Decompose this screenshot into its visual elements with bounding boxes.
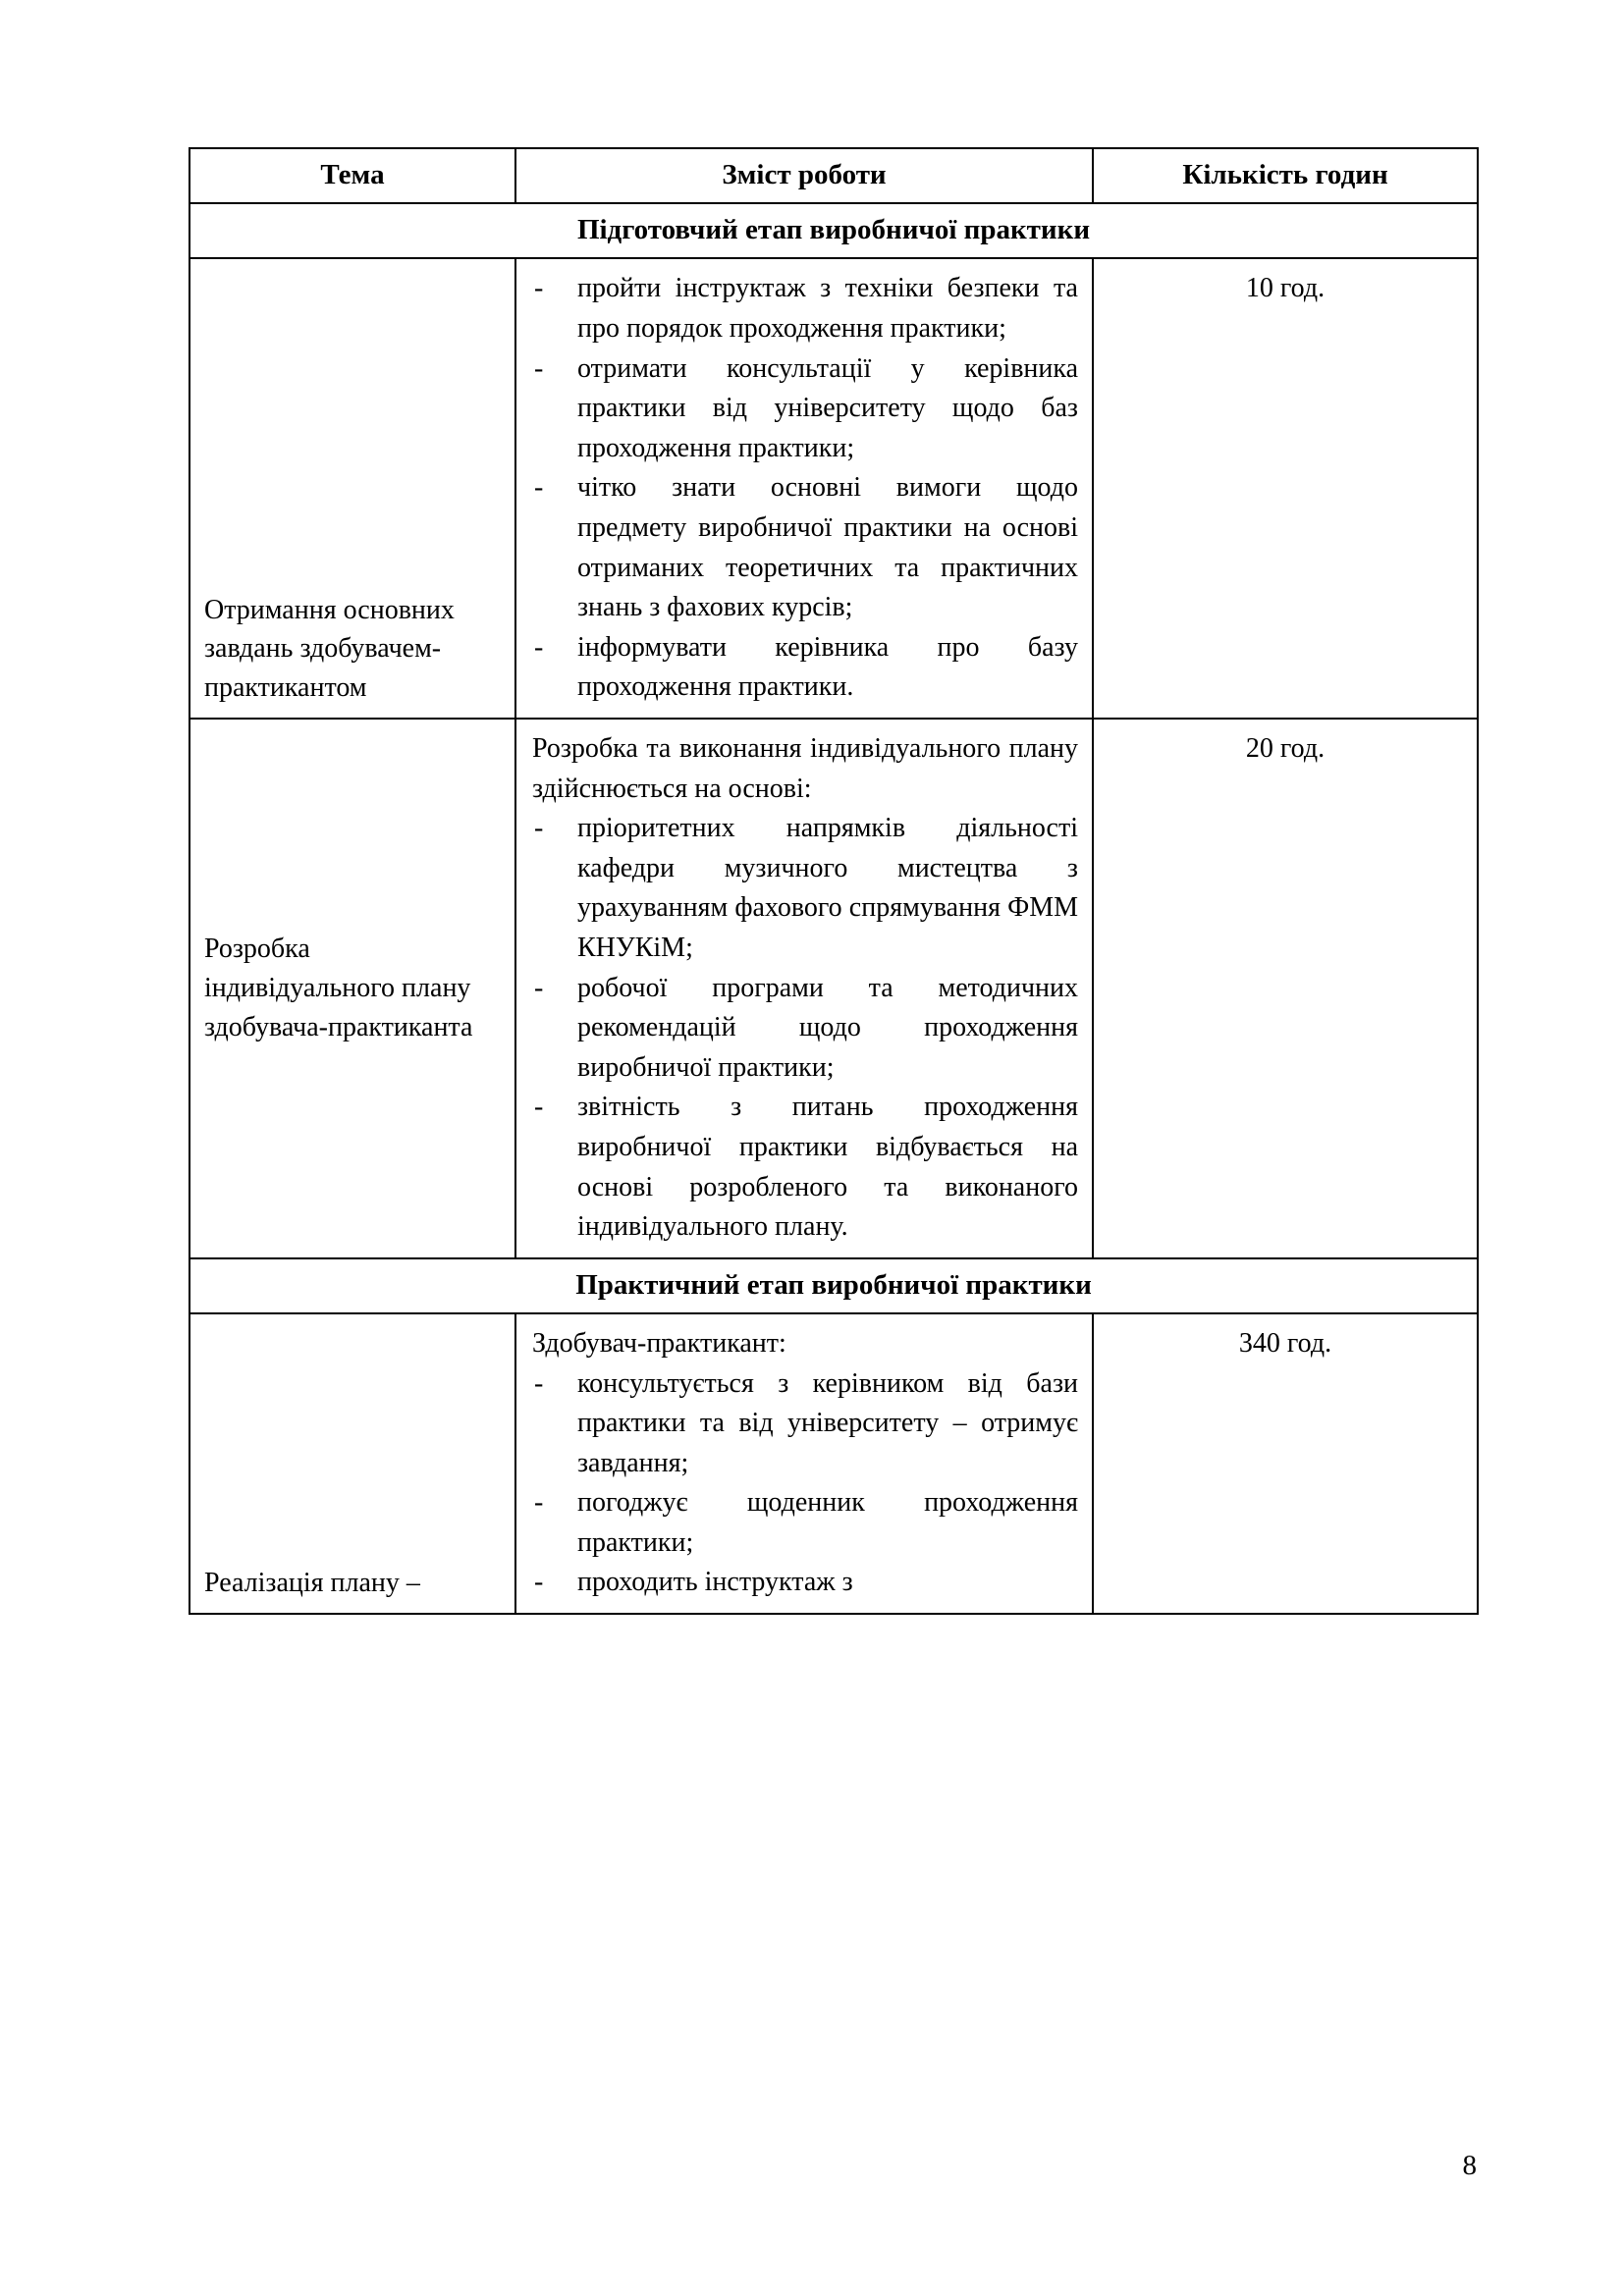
row-hours: 10 год. (1093, 258, 1478, 719)
content-bullet: - інформувати керівника про базу проходження практики. (532, 628, 1078, 708)
table-row (189, 258, 1478, 719)
content-lead: Розробка та виконання індивідуального плану здійснюється на основі: (532, 732, 1078, 804)
section-header-row (189, 1258, 1478, 1313)
content-bullet: - проходить інструктаж з (532, 1563, 1078, 1603)
content-bullet-list (532, 809, 1078, 1248)
row-hours: 340 год. (1093, 1313, 1478, 1614)
section-header-row (189, 203, 1478, 258)
content-bullet: - консультується з керівником від бази практики та від університету – отримує завдання; (532, 1364, 1078, 1484)
content-bullet: - пройти інструктаж з техніки безпеки та про порядок проходження практики; (532, 269, 1078, 348)
row-theme (189, 258, 515, 719)
content-bullet-list (532, 1364, 1078, 1604)
table-row (189, 719, 1478, 1258)
row-theme (189, 719, 515, 1258)
practice-schedule-table (189, 147, 1479, 1615)
row-theme (189, 1313, 515, 1614)
row-theme-label: Реалізація плану – (204, 1568, 420, 1599)
row-content (515, 258, 1093, 719)
content-bullet: - робочої програми та методичних рекомендацій щодо проходження виробничої практики; (532, 969, 1078, 1089)
row-content (515, 719, 1093, 1258)
table-header-row (189, 148, 1478, 203)
content-bullet: - отримати консультації у керівника практики від університету щодо баз проходження практики; (532, 349, 1078, 469)
table-row (189, 1313, 1478, 1614)
content-bullet: - пріоритетних напрямків діяльності кафедри музичного мистецтва з урахуванням фахового спрямування ФММ КНУКіМ; (532, 809, 1078, 968)
content-bullet: - звітність з питань проходження виробничої практики відбувається на основі розробленого та виконаного індивідуального плану. (532, 1088, 1078, 1247)
column-header-hours: Кількість годин (1093, 148, 1478, 203)
column-header-content: Зміст роботи (515, 148, 1093, 203)
section-title-practical: Практичний етап виробничої практики (189, 1258, 1478, 1313)
column-header-theme: Тема (189, 148, 515, 203)
row-content (515, 1313, 1093, 1614)
content-bullet: - погоджує щоденник проходження практики; (532, 1483, 1078, 1563)
section-title-preparatory: Підготовчий етап виробничої практики (189, 203, 1478, 258)
content-bullet: - чітко знати основні вимоги щодо предмету виробничої практики на основі отриманих теоретичних та практичних знань з фахових курсів; (532, 468, 1078, 627)
row-theme-label: Розробка індивідуального плану здобувача-практиканта (204, 934, 473, 1042)
content-bullet-list (532, 269, 1078, 708)
row-theme-label: Отримання основних завдань здобувачем-практикантом (204, 594, 455, 704)
row-hours: 20 год. (1093, 719, 1478, 1258)
page-number: 8 (1462, 2150, 1477, 2181)
content-lead: Здобувач-практикант: (532, 1327, 786, 1359)
